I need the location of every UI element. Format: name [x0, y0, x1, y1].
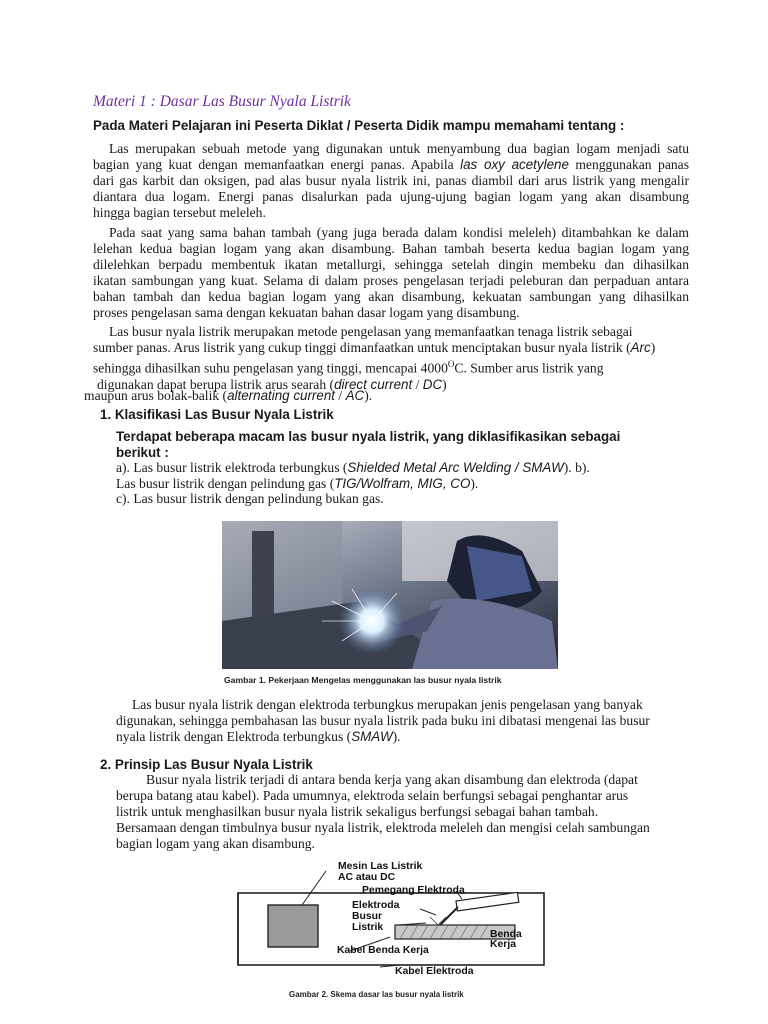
label-busur-line-2: Listrik: [352, 922, 384, 933]
figure-2-caption: Gambar 2. Skema dasar las busur nyala listrik: [289, 990, 464, 999]
paragraph-1: [93, 141, 689, 221]
p2-line-1: Pada saat yang sama bahan tambah (yang juga berada dalam kondisi meleleh) ditambahkan ke dalam: [109, 225, 689, 240]
p3-line-3: sehingga dihasilkan suhu pengelasan yang tinggi, mencapai $4000^OC$. Sumber arus listrik yang: [93, 359, 604, 376]
p1-line-2: bagian yang kuat dengan memanfaatkan energi panas. Apabila las oxy acetylene menggunakan panas: [93, 157, 689, 172]
sec2-line-5: bagian logam yang akan disambung.: [116, 836, 315, 851]
section-2-heading: 2. Prinsip Las Busur Nyala Listrik: [100, 757, 313, 772]
sec2-line-3: listrik untuk menghasilkan busur nyala listrik sekaligus berfungsi sebagai bahan tambah.: [116, 804, 599, 819]
electrode-holder: [456, 892, 519, 911]
after-photo-line-3: nyala listrik dengan Elektroda terbungkus (SMAW).: [116, 729, 401, 744]
sec2-line-4: Bersamaan dengan timbulnya busur nyala listrik, elektroda meleleh dan mengisi celah sambungan: [116, 820, 650, 835]
label-pemegang: Pemegang Elektroda: [362, 885, 465, 896]
p1-line-4: diantara dua logam. Energi panas disalurkan pada ujung-ujung bagian logam yang akan disambung: [93, 189, 689, 204]
after-photo-line-2: digunakan, sehingga pembahasan las busur nyala listrik pada buku ini dibatasi mengenai las busur: [116, 713, 650, 728]
figure-1-caption: Gambar 1. Pekerjaan Mengelas menggunakan las busur nyala listrik: [224, 675, 502, 685]
after-photo-line-1: Las busur nyala listrik dengan elektroda terbungkus merupakan jenis pengelasan yang banyak: [132, 697, 643, 712]
p1-line-5: hingga bagian tersebut meleleh.: [93, 205, 266, 220]
classification-c: c). Las busur listrik dengan pelindung bukan gas.: [116, 491, 384, 506]
label-kabel-elektroda: Kabel Elektroda: [395, 966, 474, 977]
p2-line-2: lelehan kedua bagian logam yang akan disambung. Bahan tambah beserta kedua bagian logam yang: [93, 241, 689, 256]
classification-a: a). Las busur listrik elektroda terbungkus (Shielded Metal Arc Welding / SMAW). b).: [116, 460, 590, 475]
p3-line-5: maupun arus bolak-balik (alternating current / AC).: [84, 388, 373, 403]
p2-line-4: ikatan sambungan yang kuat. Selama di dalam proses pengelasan terjadi peleburan dan perpaduan antara: [93, 273, 689, 288]
paragraph-2: [93, 225, 689, 321]
label-elektroda: Elektroda: [352, 900, 400, 911]
p3-line-1: Las busur nyala listrik merupakan metode pengelasan yang memanfaatkan tenaga listrik sebagai: [109, 324, 633, 339]
section-1-lead-2: berikut :: [116, 445, 169, 460]
label-kabel-benda: Kabel Benda Kerja: [337, 945, 429, 956]
welding-photo: [222, 521, 558, 669]
label-mesin-line-2: AC atau DC: [338, 872, 396, 883]
electrode: [440, 907, 458, 925]
p2-line-3: dilelehkan berpadu membentuk ikatan metallurgi, sehingga setelah dingin membeku dan dihasilkan: [93, 257, 689, 272]
sec2-line-1: Busur nyala listrik terjadi di antara benda kerja yang akan disambung dan elektroda (dapat: [146, 772, 638, 787]
after-photo-paragraph: [116, 697, 650, 745]
label-mesin-line-1: Mesin Las Listrik: [338, 861, 423, 872]
classification-b: Las busur listrik dengan pelindung gas (TIG/Wolfram, MIG, CO).: [116, 476, 479, 491]
p2-line-5: bahan tambah dan kedua bagian logam yang akan disambung, kekuatan sambungan yang dihasilkan: [93, 289, 689, 304]
label-busur-line-1: Busur: [352, 911, 383, 922]
intro-text: Pada Materi Pelajaran ini Peserta Diklat / Peserta Didik mampu memahami tentang :: [93, 118, 625, 133]
label-benda-line-1: Benda: [490, 929, 522, 940]
welding-machine-box: [268, 905, 318, 947]
label-benda-line-2: Kerja: [490, 939, 516, 950]
sec2-line-2: berupa batang atau kabel). Pada umumnya, elektroda selain berfungsi sebagai penghantar arus: [116, 788, 629, 803]
paragraph-3: [93, 324, 689, 393]
p3-line-2: sumber panas. Arus listrik yang cukup tinggi dimanfaatkan untuk menciptakan busur nyala listrik (Arc): [93, 340, 656, 355]
section-1-lead-1: Terdapat beberapa macam las busur nyala listrik, yang diklasifikasikan sebagai: [116, 429, 621, 444]
p1-line-1: Las merupakan sebuah metode yang digunakan untuk menyambung dua bagian logam menjadi satu: [109, 141, 689, 156]
p2-line-6: proses pengelasan sama dengan kekuatan bahan dasar logam yang disambung.: [93, 305, 520, 320]
p1-line-3: dari gas karbit dan oksigen, pad alas busur nyala listrik ini, panas diambil dari arus listrik yang mengalir: [93, 173, 689, 188]
page-title: Materi 1 : Dasar Las Busur Nyala Listrik: [93, 93, 351, 110]
section-1-heading: 1. Klasifikasi Las Busur Nyala Listrik: [100, 407, 334, 422]
section-2-paragraph: [116, 772, 650, 852]
p3-line-4: digunakan dapat berupa listrik arus searah (direct current / DC): [97, 376, 447, 392]
